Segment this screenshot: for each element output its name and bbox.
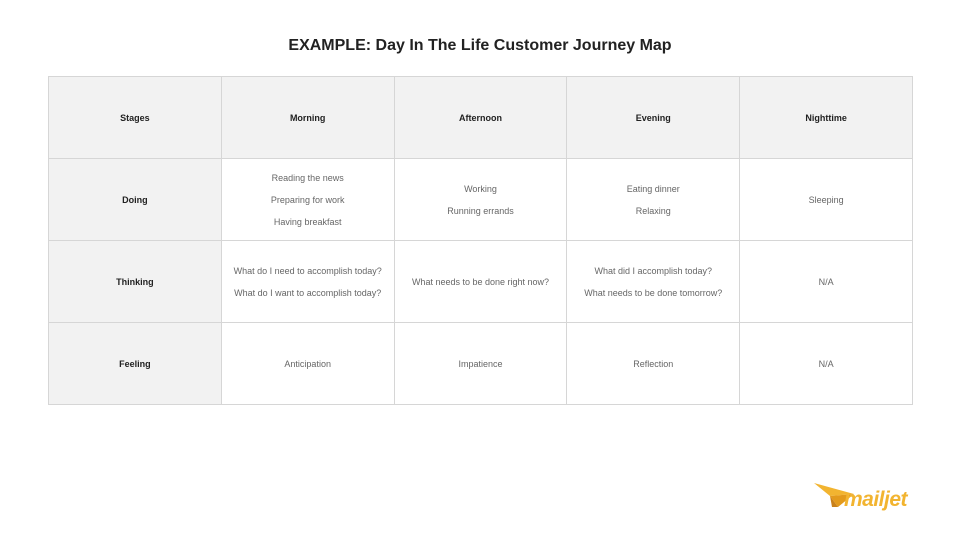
logo-wordmark: mailjet: [844, 488, 908, 511]
cell-text: Eating dinner: [626, 183, 680, 194]
cell-text: N/A: [818, 276, 834, 287]
cell-feeling-morning: [221, 323, 394, 405]
cell-doing-afternoon: [394, 159, 567, 241]
mailjet-logo: [812, 478, 914, 518]
header-evening: Evening: [567, 77, 740, 159]
cell-text: Running errands: [447, 205, 514, 216]
cell-thinking-morning: [221, 241, 394, 323]
cell-text: Impatience: [458, 358, 503, 369]
page-title: EXAMPLE: Day In The Life Customer Journey Map: [288, 37, 672, 54]
cell-text: Having breakfast: [273, 216, 342, 227]
cell-feeling-nighttime: [740, 323, 913, 405]
cell-text: Relaxing: [635, 205, 671, 216]
header-morning: Morning: [221, 77, 394, 159]
cell-text: What do I want to accomplish today?: [234, 287, 382, 298]
cell-thinking-afternoon: [394, 241, 567, 323]
header-nighttime: Nighttime: [740, 77, 913, 159]
cell-text: What do I need to accomplish today?: [233, 265, 382, 276]
cell-text: Preparing for work: [270, 194, 345, 205]
stage-doing: Doing: [49, 159, 222, 241]
cell-feeling-afternoon: [394, 323, 567, 405]
table-row: [49, 159, 913, 241]
header-afternoon: Afternoon: [394, 77, 567, 159]
cell-text: What needs to be done right now?: [411, 276, 550, 287]
cell-thinking-nighttime: [740, 241, 913, 323]
journey-map-table: [48, 76, 913, 405]
table-row: [49, 323, 913, 405]
cell-text: N/A: [818, 358, 834, 369]
cell-thinking-evening: [567, 241, 740, 323]
cell-text: Reflection: [633, 358, 674, 369]
cell-text: Reading the news: [271, 172, 344, 183]
stage-thinking: Thinking: [49, 241, 222, 323]
cell-feeling-evening: [567, 323, 740, 405]
cell-doing-nighttime: [740, 159, 913, 241]
cell-text: Working: [464, 183, 497, 194]
cell-text: Anticipation: [284, 358, 331, 369]
cell-text: What did I accomplish today?: [594, 265, 713, 276]
table-row: [49, 241, 913, 323]
cell-text: What needs to be done tomorrow?: [584, 287, 723, 298]
cell-doing-morning: [221, 159, 394, 241]
cell-text: Sleeping: [808, 194, 844, 205]
stage-feeling: Feeling: [49, 323, 222, 405]
header-stages: Stages: [49, 77, 222, 159]
cell-doing-evening: [567, 159, 740, 241]
table-header-row: [49, 77, 913, 159]
